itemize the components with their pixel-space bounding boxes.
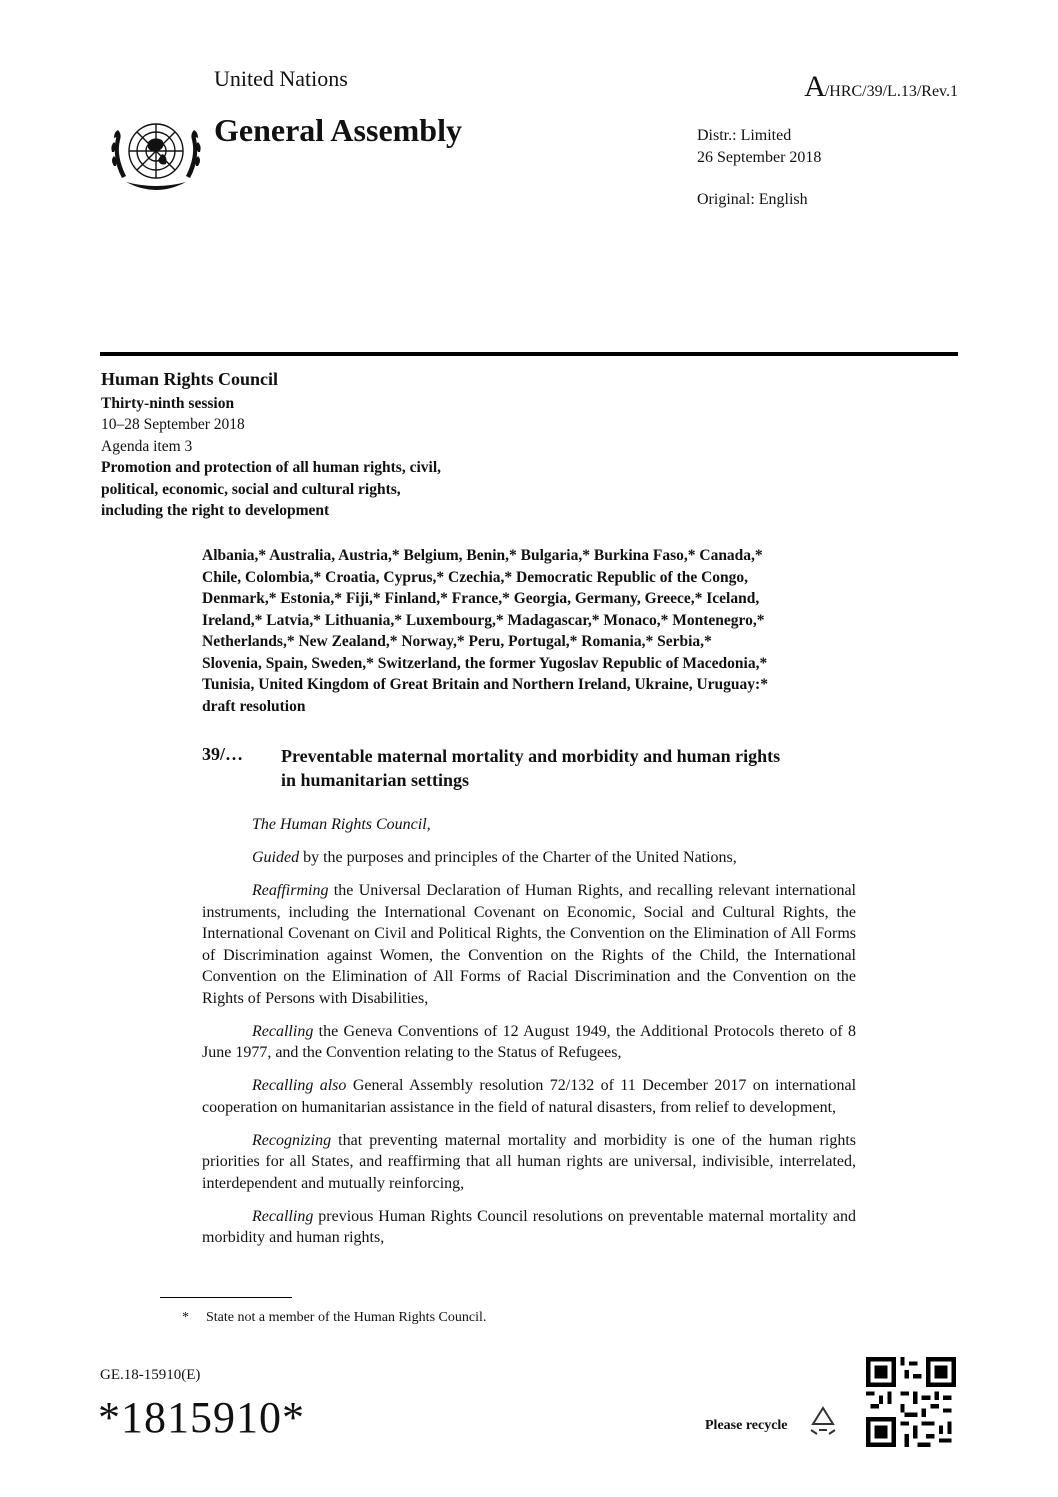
paragraph-lead: Recalling: [252, 1207, 314, 1225]
original-language: Original: English: [697, 191, 808, 208]
agenda-title-line: political, economic, social and cultural rights,: [101, 480, 401, 498]
resolution-body: [202, 814, 856, 1260]
document-date: 26 September 2018: [697, 149, 822, 166]
sponsor-line: Ireland,* Latvia,* Lithuania,* Luxembourg,* Madagascar,* Monaco,* Montenegro,*: [202, 611, 765, 629]
distribution-label: Distr.: Limited: [697, 127, 792, 144]
paragraph-text: the Geneva Conventions of 12 August 1949, the Additional Protocols thereto of 8 June 1977, and the Convention relating to the Status of Refugees,: [202, 1022, 856, 1061]
footnote-divider: [160, 1297, 292, 1298]
recycle-icon: [806, 1404, 840, 1438]
preamble-paragraph: [202, 1075, 856, 1118]
resolution-number: 39/…: [202, 744, 244, 764]
resolution-title-line: Preventable maternal mortality and morbidity and human rights: [281, 746, 781, 766]
sponsor-line: Denmark,* Estonia,* Fiji,* Finland,* France,* Georgia, Germany, Greece,* Iceland,: [202, 590, 760, 607]
header-divider: [100, 352, 958, 356]
footnote-text: State not a member of the Human Rights Council.: [206, 1310, 487, 1325]
preamble-paragraph: [202, 847, 856, 869]
sponsor-line: Netherlands,* New Zealand,* Norway,* Peru, Portugal,* Romania,* Serbia,*: [202, 633, 712, 650]
paragraph-lead: Recognizing: [252, 1131, 332, 1149]
sponsor-line: draft resolution: [202, 697, 306, 715]
session-dates: 10–28 September 2018: [101, 416, 245, 433]
symbol-rest: /HRC/39/L.13/Rev.1: [824, 83, 958, 100]
sponsor-line: Slovenia, Spain, Sweden,* Switzerland, the former Yugoslav Republic of Macedonia,*: [202, 654, 768, 672]
council-info: [101, 369, 581, 522]
sponsor-line: Albania,* Australia, Austria,* Belgium, Benin,* Bulgaria,* Burkina Faso,* Canada,*: [202, 547, 763, 564]
symbol-prefix: A: [804, 70, 825, 103]
paragraph-lead: Reaffirming: [252, 882, 329, 899]
paragraph-lead: Guided: [252, 849, 300, 866]
paragraph-text: the Universal Declaration of Human Rights, and recalling relevant international instruments, including the International Covenant on Economic, Social and Cultural Rights, the International Covenant on Civil and Political Rights, the Convention on the Elimination of All Forms of Discrimination against Women, the Convention on the Rights of the Child, the International Convention on the Elimination of All Forms of Racial Discrimination and the Convention on the Rights of Persons with Disabilities,: [202, 882, 856, 1007]
agenda-item: Agenda item 3: [101, 437, 193, 455]
recycle-label: Please recycle: [705, 1418, 788, 1433]
preamble-paragraph: [202, 1206, 856, 1249]
un-emblem-icon: [104, 108, 208, 198]
paragraph-text: previous Human Rights Council resolutions on preventable maternal mortality and morbidity and human rights,: [202, 1207, 856, 1246]
council-name: Human Rights Council: [101, 369, 279, 389]
ge-number: GE.18-15910(E): [100, 1367, 201, 1383]
distribution-block: [697, 125, 821, 211]
resolution-title-line: in humanitarian settings: [281, 770, 470, 790]
sponsor-line: Chile, Colombia,* Croatia, Cyprus,* Czechia,* Democratic Republic of the Congo,: [202, 568, 749, 586]
preamble-paragraph: [202, 814, 856, 836]
preamble-paragraph: [202, 1130, 856, 1195]
organization-name: United Nations: [214, 66, 348, 91]
agenda-title-line: including the right to development: [101, 502, 330, 519]
paragraph-lead: Recalling: [252, 1022, 314, 1040]
footnote-marker: *: [182, 1310, 189, 1325]
paragraph-text: that preventing maternal mortality and morbidity is one of the human rights priorities for all States, and reaffirming that all human rights are universal, indivisible, interrelated, interdependent and mutually reinforcing,: [202, 1131, 856, 1192]
preamble-paragraph: [202, 1021, 856, 1064]
qr-code-icon: [866, 1357, 956, 1447]
paragraph-text: General Assembly resolution 72/132 of 11 December 2017 on international cooperation on humanitarian assistance in the field of natural disasters, from relief to development,: [202, 1077, 857, 1116]
sponsor-line: Tunisia, United Kingdom of Great Britain and Northern Ireland, Ukraine, Uruguay:*: [202, 676, 768, 693]
page-title: General Assembly: [214, 112, 462, 148]
barcode-text: *1815910*: [98, 1393, 305, 1442]
footnote: [182, 1310, 486, 1326]
sponsor-list: [202, 545, 882, 717]
session-name: Thirty-ninth session: [101, 394, 235, 412]
agenda-title-line: Promotion and protection of all human rights, civil,: [101, 459, 442, 476]
document-symbol: [804, 70, 958, 104]
paragraph-text: by the purposes and principles of the Charter of the United Nations,: [299, 849, 737, 866]
paragraph-lead: The Human Rights Council,: [252, 816, 431, 833]
paragraph-lead: Recalling also: [252, 1077, 347, 1094]
resolution-title: [281, 744, 881, 792]
preamble-paragraph: [202, 880, 856, 1009]
